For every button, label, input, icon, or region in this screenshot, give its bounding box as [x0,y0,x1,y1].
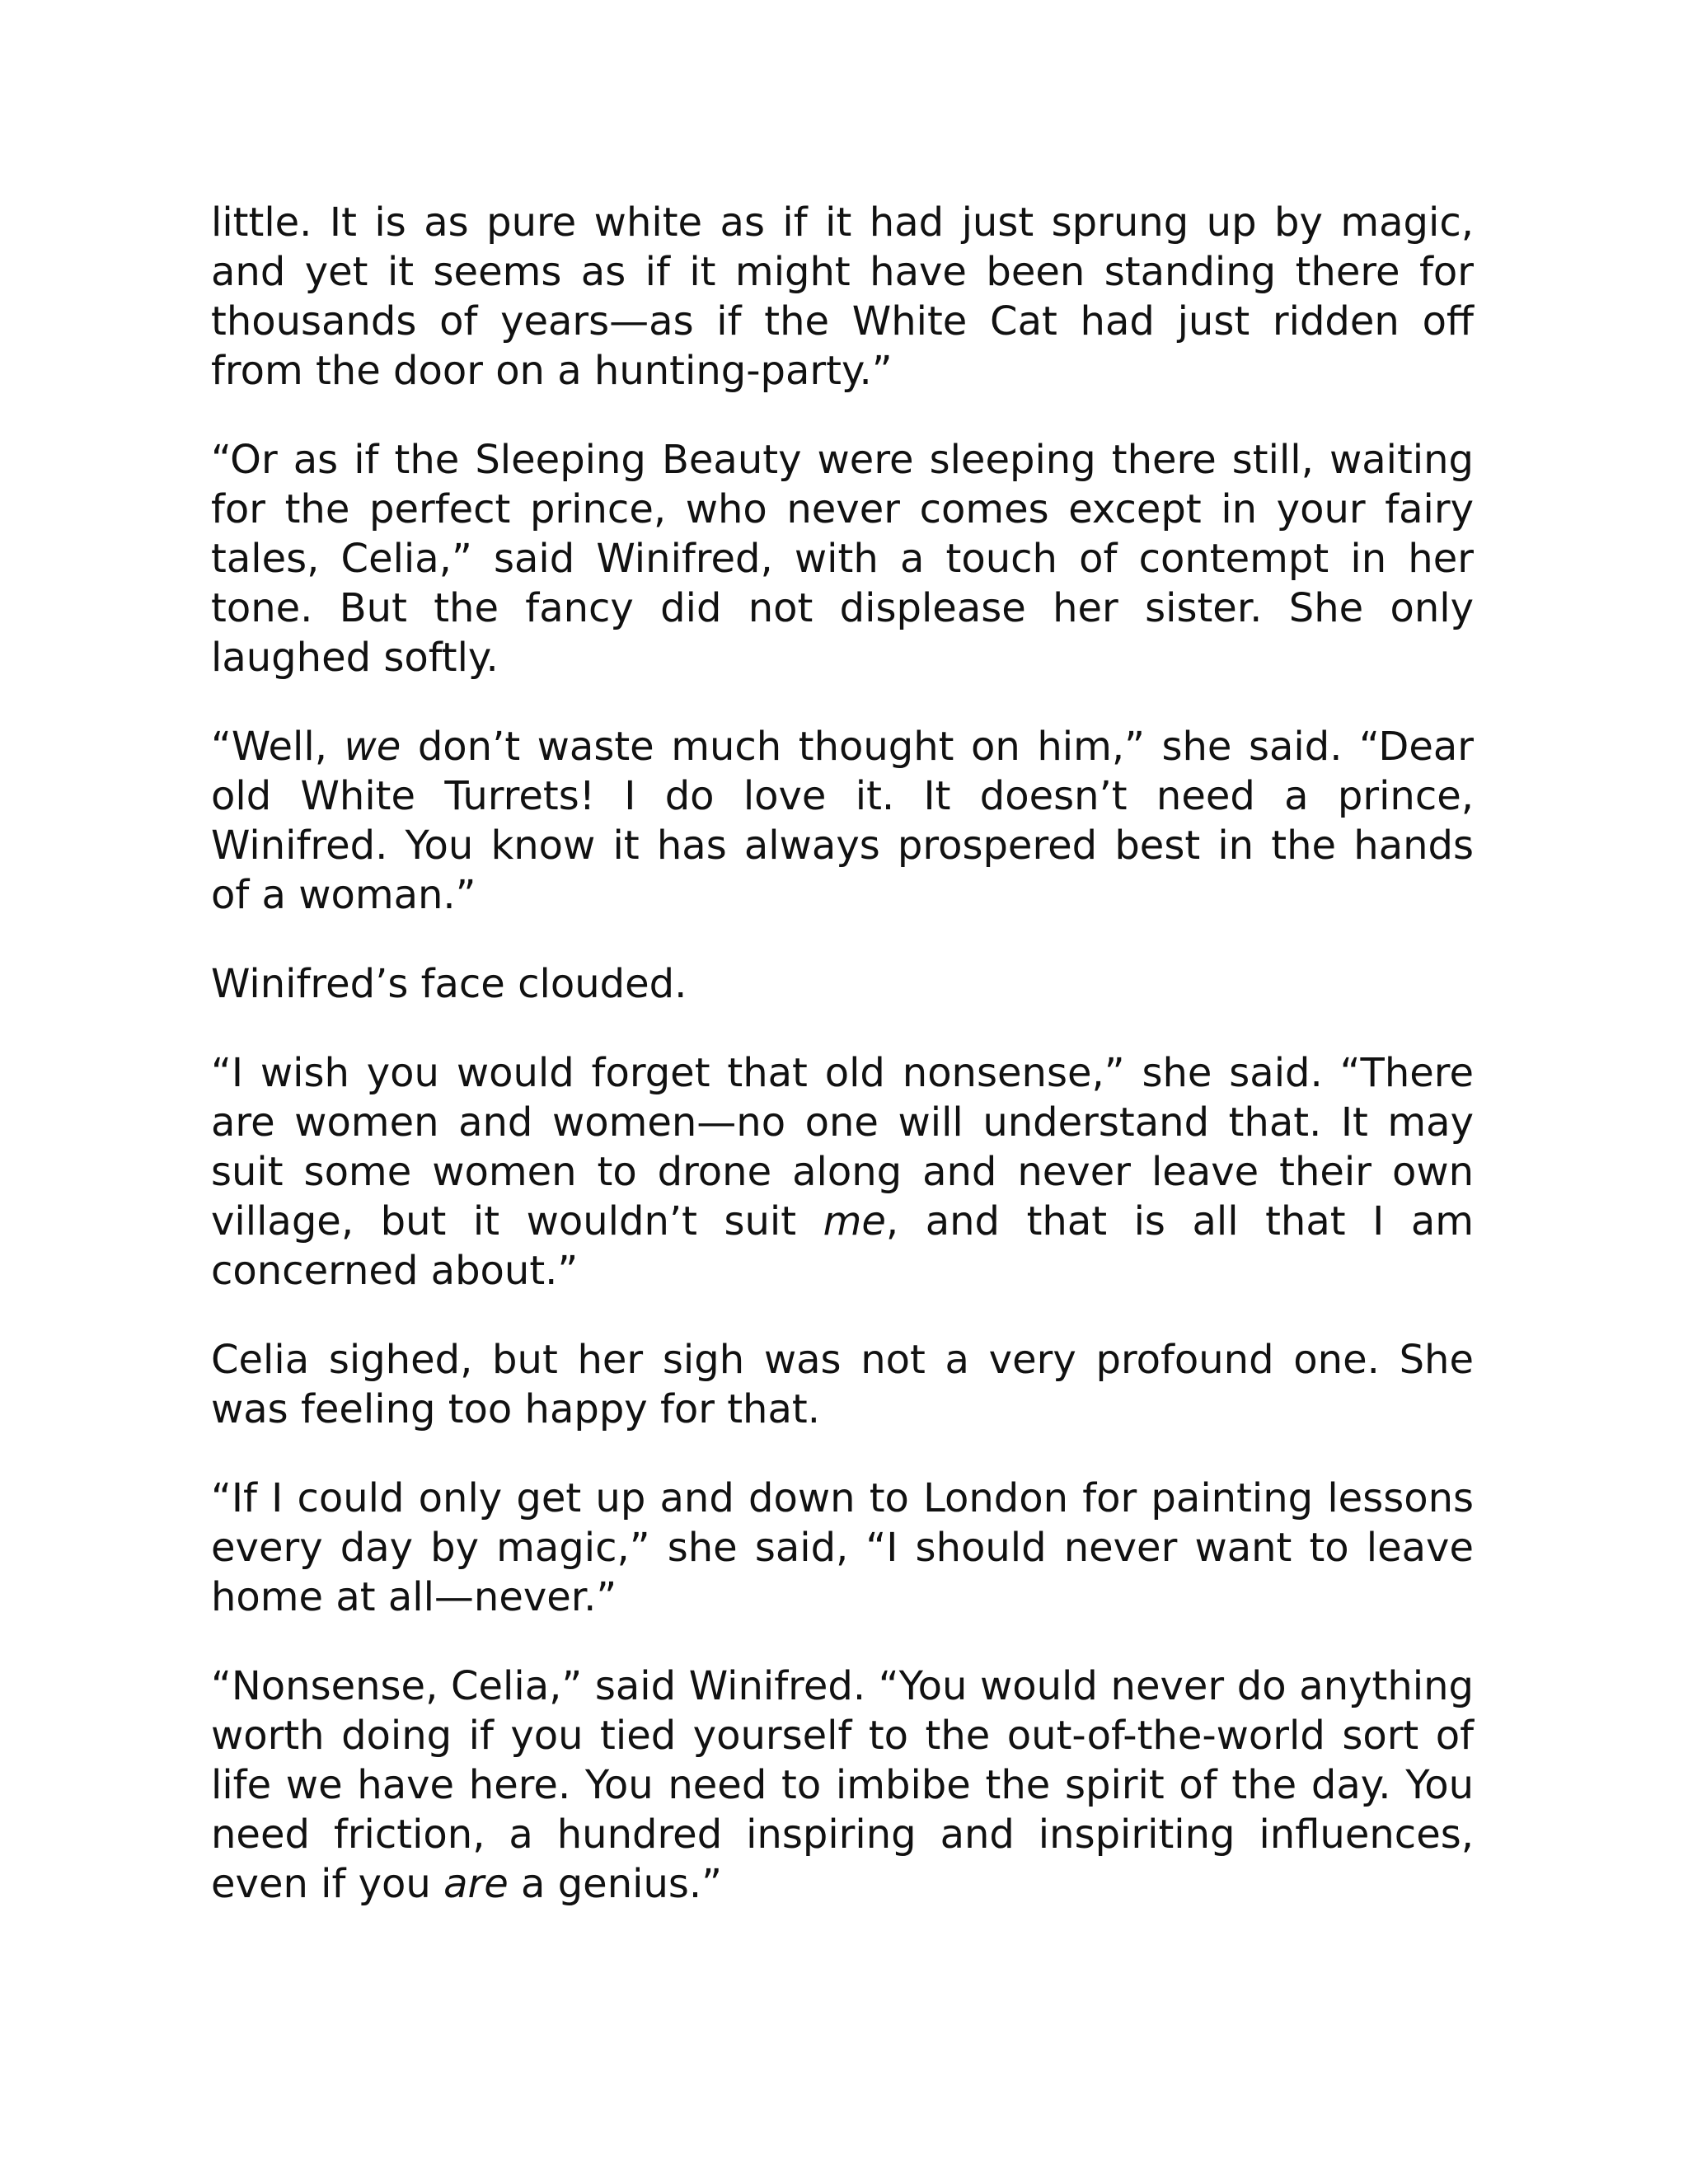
paragraph-text: , and that is all that I am concerned about.” [211,1198,1475,1294]
paragraph-text: “I wish you would forget that old nonsense,” she said. “There are women and women—no one will understand that. It may suit some women to drone along and never leave their own village, but it wouldn’t suit [211,1050,1474,1244]
paragraph-text: “Nonsense, Celia,” said Winifred. “You would never do anything worth doing if you tied yourself to the out-of-the-world sort of life we have here. You need to imbibe the spirit of the day. You need friction, a hundred inspiring and inspiriting influences, even if you [211,1663,1474,1907]
paragraph-text: Celia sighed, but her sigh was not a very profound one. She was feeling too happy for that. [211,1337,1474,1432]
paragraph-3 [211,722,1474,920]
italic-emphasis: are [443,1861,509,1907]
paragraph-text: a genius.” [508,1861,723,1907]
paragraph-4 [211,959,1474,1009]
paragraph-text: don’t waste much thought on him,” she said. “Dear old White Turrets! I do love it. It doesn’t need a prince, Winifred. You know it has always prospered best in the hands of a woman.” [211,724,1475,918]
paragraph-text: “Or as if the Sleeping Beauty were sleeping there still, waiting for the perfect prince, who never comes except in your fairy tales, Celia,” said Winifred, with a touch of contempt in her tone. But the fancy did not displease her sister. She only laughed softly. [211,437,1474,681]
paragraph-7 [211,1474,1474,1622]
paragraph-8 [211,1661,1474,1909]
paragraph-6 [211,1335,1474,1434]
italic-emphasis: we [344,724,401,770]
paragraph-text: little. It is as pure white as if it had just sprung up by magic, and yet it seems as if it might have been standing there for thousands of years—as if the White Cat had just ridden off from the door on a hunting-party.” [211,199,1474,394]
document-page [211,198,1474,1948]
paragraph-text: “Well, [211,724,345,770]
paragraph-text: Winifred’s face clouded. [211,961,687,1007]
paragraph-2 [211,435,1474,682]
italic-emphasis: me [823,1198,886,1244]
paragraph-1 [211,198,1474,396]
paragraph-text: “If I could only get up and down to London for painting lessons every day by magic,” she said, “I should never want to leave home at all—never.” [211,1475,1474,1620]
paragraph-5 [211,1048,1474,1296]
